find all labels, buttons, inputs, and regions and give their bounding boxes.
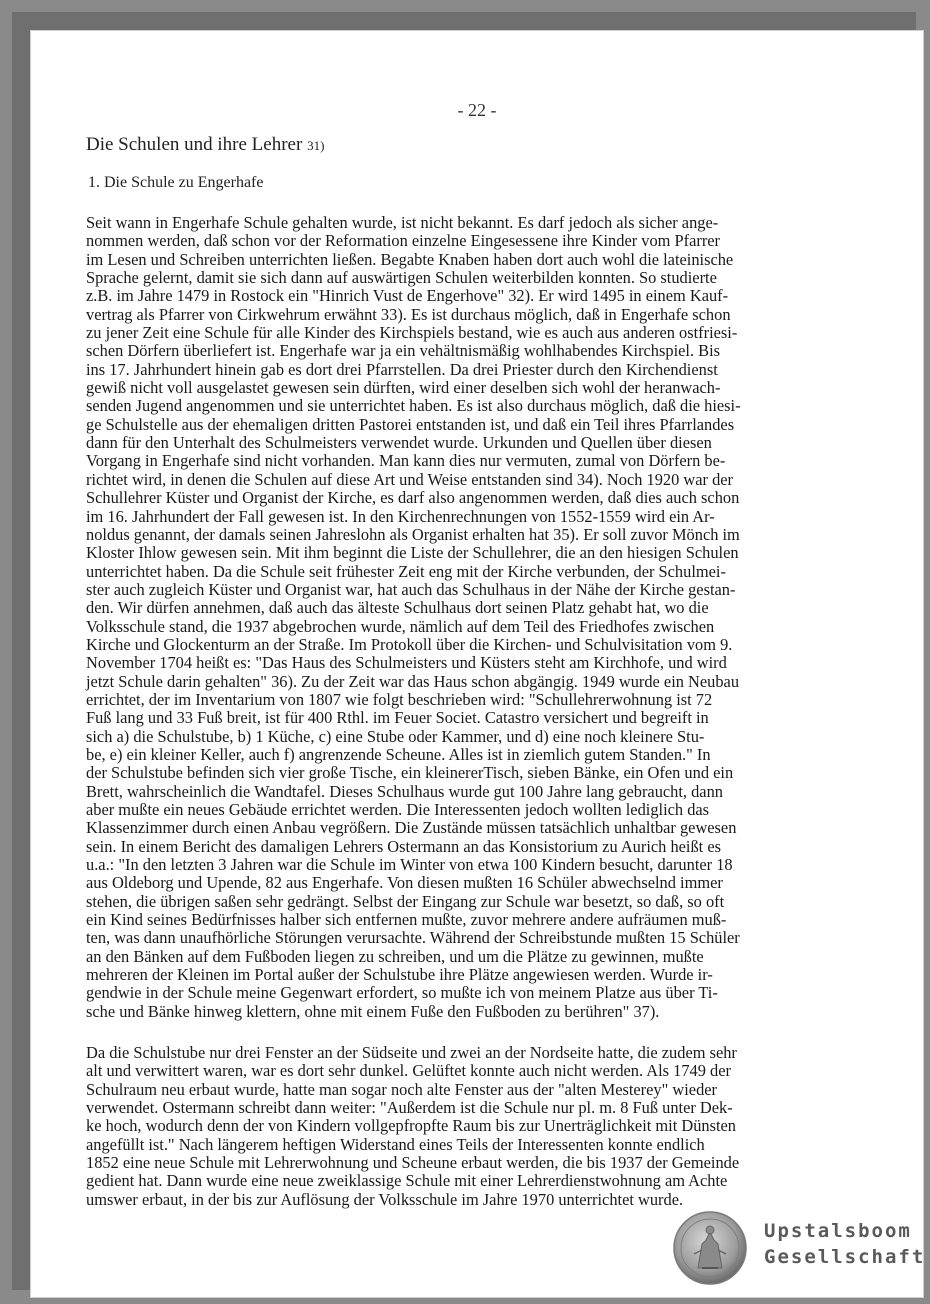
text-line: unterrichtet haben. Da die Schule seit frühester Zeit eng mit der Kirche verbunden, der Schulmei-: [86, 561, 726, 581]
text-line: senden Jugend angenommen und sie unterrichtet haben. Es ist also durchaus möglich, daß die hiesi-: [86, 396, 741, 416]
text-line: ein Kind seines Bedürfnisses halber sich entfernen mußte, zuvor mehrere andere aufräumen muß-: [86, 910, 727, 930]
document-page: [30, 30, 924, 1298]
text-line: be, e) ein kleiner Keller, auch f) angrenzende Scheune. Alles ist in ziemlich gutem Standen." In: [86, 744, 711, 764]
text-line: Da die Schulstube nur drei Fenster an der Südseite und zwei an der Nordseite hatte, die zudem sehr: [86, 1043, 737, 1062]
logo-line-1: Upstalsboom: [764, 1220, 912, 1242]
text-line: aber mußte ein neues Gebäude errichtet werden. Die Interessenten jedoch wollten lediglich das: [86, 800, 710, 819]
body-text: [86, 213, 866, 1209]
text-line: im Lesen und Schreiben unterrichten ließen. Begabte Knaben haben dort auch wohl die lateinische: [86, 249, 734, 269]
text-line: gewiß nicht voll ausgelastet gewesen sein dürften, wird einer deselben sich wohl der heranwach-: [86, 378, 721, 398]
logo-line-2: Gesellschaft: [764, 1246, 926, 1268]
text-line: Sprache gelernt, damit sie sich dann auf auswärtigen Schulen weiterbilden konnten. So studierte: [86, 268, 717, 288]
text-line: gendwie in der Schule meine Gegenwart erfordert, so mußte ich von meinem Platze aus über Ti-: [86, 983, 718, 1003]
text-line: jetzt Schule darin gehalten" 36). Zu der Zeit war das Haus schon abgängig. 1949 wurde ein Neubau: [86, 671, 740, 691]
text-line: verwendet. Ostermann schreibt dann weiter: "Außerdem ist die Schule nur pl. m. 8 Fuß unter Dek-: [86, 1098, 733, 1118]
text-line: u.a.: "In den letzten 3 Jahren war die Schule im Winter von etwa 100 Kindern besucht, darunter 18: [86, 855, 733, 875]
text-line: z.B. im Jahre 1479 in Rostock ein "Hinrich Vust de Engerhove" 32). Er wird 1495 in einem Kauf-: [86, 286, 729, 306]
text-line: Fuß lang und 33 Fuß breit, ist für 400 Rthl. im Feuer Societ. Catastro versichert und begreift in: [86, 708, 709, 728]
text-line: ins 17. Jahrhundert hinein gab es dort drei Pfarrstellen. Da drei Priester durch den Kirchendienst: [86, 359, 718, 379]
text-line: gedient hat. Dann wurde eine neue zweiklassige Schule mit einer Lehrerdienstwohnung am Achte: [86, 1171, 728, 1191]
text-line: den. Wir dürfen annehmen, daß auch das älteste Schulhaus dort seinen Platz gehabt hat, wo die: [86, 598, 709, 618]
heading-footnote: 31): [307, 138, 325, 153]
text-line: richtet wird, in denen die Schulen auf diese Art und Weise entstanden sind 34). Noch 1920 war der: [86, 469, 734, 489]
text-line: Kirche und Glockenturm an der Straße. Im Protokoll über die Kirchen- und Schulvisitation vom 9.: [86, 634, 733, 654]
text-line: Kloster Ihlow gewesen sein. Mit ihm beginnt die Liste der Schullehrer, die an den hiesigen Schulen: [86, 543, 739, 563]
text-line: an den Bänken auf dem Fußboden liegen zu schreiben, und um die Plätze zu gewinnen, mußte: [86, 946, 704, 966]
document-frame: [12, 12, 926, 1290]
text-line: errichtet, der im Inventarium von 1807 wie folgt beschrieben wird: "Schullehrerwohnung ist 72: [86, 689, 713, 709]
logo-text: [764, 1218, 925, 1270]
text-line: ster auch zugleich Küster und Organist war, hat auch das Schulhaus in der Nähe der Kirche gestan-: [86, 579, 736, 599]
text-line: stehen, die übrigen saßen sehr gedrängt. Selbst der Eingang zur Schule war besetzt, so daß, so oft: [86, 891, 725, 911]
text-line: noldus genannt, der damals seinen Jahreslohn als Organist erhalten hat 35). Er soll zuvor Mönch im: [86, 524, 740, 544]
text-line: ten, was dann unaufhörliche Störungen verursachte. Während der Schreibstunde mußten 15 Schüler: [86, 928, 740, 948]
text-line: Seit wann in Engerhafe Schule gehalten wurde, ist nicht bekannt. Es darf jedoch als sicher ange-: [86, 213, 719, 232]
seal-icon: [672, 1210, 748, 1286]
text-line: 1852 eine neue Schule mit Lehrerwohnung und Scheune erbaut werden, die bis 1937 der Gemeinde: [86, 1153, 740, 1173]
text-line: der Schulstube befinden sich vier große Tische, ein kleinererTisch, sieben Bänke, ein Ofen und ein: [86, 763, 734, 783]
text-line: sche und Bänke hinweg klettern, ohne mit einem Fuße den Fußboden zu berühren" 37).: [86, 1001, 660, 1021]
text-line: alt und verwittert waren, war es dort sehr dunkel. Gelüftet konnte auch nicht werden. Als 1749 der: [86, 1061, 731, 1081]
subsection-heading: 1. Die Schule zu Engerhafe: [88, 174, 264, 191]
paragraph-2: [86, 1044, 866, 1209]
text-line: im 16. Jahrhundert der Fall gewesen ist. In den Kirchenrechnungen von 1552-1559 wird ein Ar-: [86, 506, 715, 526]
text-line: vertrag als Pfarrer von Cirkwehrum erwähnt 33). Es ist durchaus möglich, daß in Engerhafe schon: [86, 304, 731, 324]
text-line: ge Schulstelle aus der ehemaligen dritten Pastorei entstanden ist, und daß ein Teil ihres Pfarrlandes: [86, 414, 735, 434]
text-line: schen Dörfern überliefert ist. Engerhafe war ja ein vehältnismäßig wohlhabendes Kirchspiel. Bis: [86, 341, 721, 361]
text-line: November 1704 heißt es: "Das Haus des Schulmeisters und Küsters steht am Kirchhofe, und wird: [86, 653, 727, 673]
text-line: sich a) die Schulstube, b) 1 Küche, c) eine Stube oder Kammer, und d) eine noch kleinere Stu-: [86, 726, 705, 746]
text-line: nommen werden, daß schon vor der Reformation einzelne Eingesessene ihre Kinder vom Pfarrer: [86, 231, 721, 251]
text-line: umswer erbaut, in der bis zur Auflösung der Volksschule im Jahre 1970 unterrichtet wurde.: [86, 1189, 684, 1209]
society-logo: [672, 1210, 926, 1290]
text-line: Klassenzimmer durch einen Anbau vegrößern. Die Zustände müssen tatsächlich unhaltbar gewesen: [86, 818, 737, 838]
text-line: Vorgang in Engerhafe sind nicht vorhanden. Man kann dies nur vermuten, zumal von Dörfern be-: [86, 451, 726, 471]
text-line: angefüllt ist." Nach längerem heftigen Widerstand eines Teils der Interessenten konnte endlich: [86, 1134, 705, 1154]
text-line: ke hoch, wodurch denn der von Kindern vollgepfropfte Raum bis zur Unerträglichkeit mit Dünsten: [86, 1116, 736, 1136]
text-line: zu jener Zeit eine Schule für alle Kinder des Kirchspiels bestand, wie es auch aus anderen ostfriesi-: [86, 323, 738, 343]
text-line: Volksschule stand, die 1937 abgebrochen wurde, nämlich auf dem Teil des Friedhofes zwischen: [86, 616, 715, 636]
page-number: - 22 -: [457, 100, 497, 120]
text-line: Brett, wahrscheinlich die Wandtafel. Dieses Schulhaus wurde gut 100 Jahre lang gebraucht, dann: [86, 781, 723, 801]
text-line: Schulraum neu erbaut wurde, hatte man sogar noch alte Fenster aus der "alten Mesterey" wieder: [86, 1079, 717, 1099]
section-heading: [86, 134, 324, 156]
text-line: aus Oldeborg und Upende, 82 aus Engerhafe. Von diesen mußten 16 Schüler abwechselnd immer: [86, 873, 723, 893]
text-line: Schullehrer Küster und Organist der Kirche, es darf also angenommen werden, daß dies auch schon: [86, 488, 740, 508]
text-line: sein. In einem Bericht des damaligen Lehrers Ostermann an das Konsistorium zu Aurich heißt es: [86, 836, 721, 856]
text-line: dann für den Unterhalt des Schulmeisters verwendet wurde. Urkunden und Quellen über diesen: [86, 433, 712, 453]
paragraph-1: [86, 214, 866, 1021]
text-line: mehreren der Kleinen im Portal außer der Schulstube ihre Plätze angewiesen werden. Wurde ir-: [86, 965, 713, 985]
heading-text: Die Schulen und ihre Lehrer: [86, 134, 303, 155]
